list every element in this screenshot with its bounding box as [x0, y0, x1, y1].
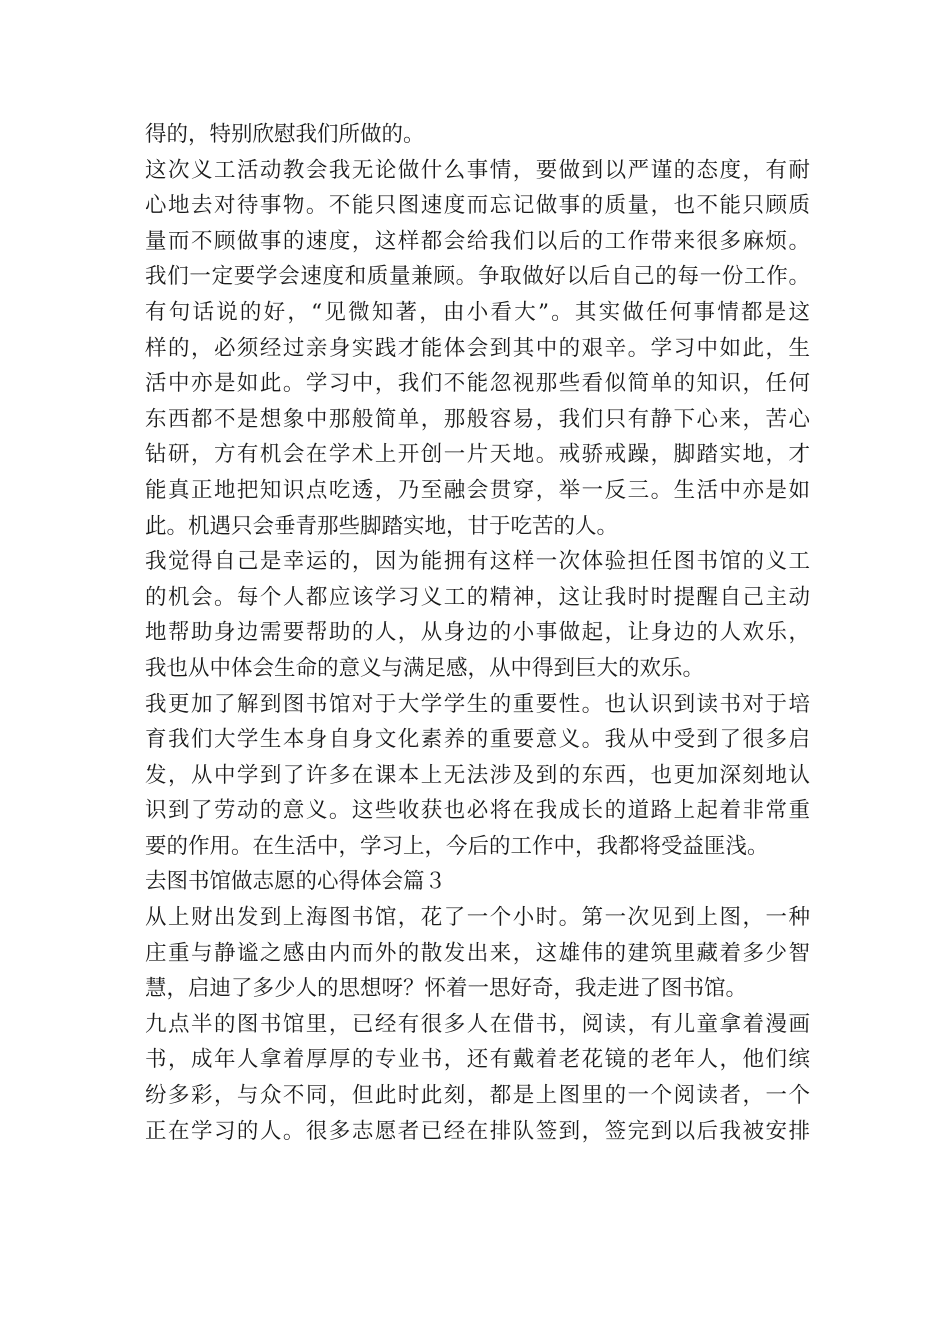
text-line: 东西都不是想象中那般简单，那般容易，我们只有静下心来，苦心 [145, 406, 810, 432]
text-line: 能真正地把知识点吃透，乃至融会贯穿，举一反三。生活中亦是如 [145, 477, 810, 503]
text-line: 慧，启迪了多少人的思想呀？怀着一思好奇，我走进了图书馆。 [145, 976, 748, 1002]
text-line: 活中亦是如此。学习中，我们不能忽视那些看似简单的知识，任何 [145, 371, 810, 397]
text-line: 这次义工活动教会我无论做什么事情，要做到以严谨的态度，有耐 [145, 157, 810, 183]
text-line: 我们一定要学会速度和质量兼顾。争取做好以后自己的每一份工作。 [145, 264, 810, 290]
text-line: 正在学习的人。很多志愿者已经在排队签到，签完到以后我被安排 [145, 1118, 810, 1144]
text-line: 发，从中学到了许多在课本上无法涉及到的东西，也更加深刻地认 [145, 762, 810, 788]
text-line: 庄重与静谧之感由内而外的散发出来，这雄伟的建筑里藏着多少智 [145, 940, 810, 966]
text-line: 要的作用。在生活中，学习上，今后的工作中，我都将受益匪浅。 [145, 833, 769, 859]
text-line: 的机会。每个人都应该学习义工的精神，这让我时时提醒自己主动 [145, 584, 810, 610]
text-line: 育我们大学生本身自身文化素养的重要意义。我从中受到了很多启 [145, 727, 810, 753]
text-line: 九点半的图书馆里，已经有很多人在借书，阅读，有儿童拿着漫画 [145, 1011, 810, 1037]
text-line: 我也从中体会生命的意义与满足感，从中得到巨大的欢乐。 [145, 655, 705, 681]
text-line: 量而不顾做事的速度，这样都会给我们以后的工作带来很多麻烦。 [145, 228, 810, 254]
text-line: 心地去对待事物。不能只图速度而忘记做事的质量，也不能只顾质 [145, 193, 810, 219]
text-line: 识到了劳动的意义。这些收获也必将在我成长的道路上起着非常重 [145, 798, 810, 824]
text-line: 我觉得自己是幸运的，因为能拥有这样一次体验担任图书馆的义工 [145, 549, 810, 575]
section-heading: 去图书馆做志愿的心得体会篇３ [145, 869, 447, 895]
text-line: 此。机遇只会垂青那些脚踏实地，甘于吃苦的人。 [145, 513, 619, 539]
text-line: 钻研，方有机会在学术上开创一片天地。戒骄戒躁，脚踏实地，才 [145, 442, 810, 468]
text-line: 样的，必须经过亲身实践才能体会到其中的艰辛。学习中如此，生 [145, 335, 810, 361]
document-body [145, 117, 810, 1149]
text-line: 纷多彩，与众不同，但此时此刻，都是上图里的一个阅读者，一个 [145, 1083, 810, 1109]
text-line: 从上财出发到上海图书馆，花了一个小时。第一次见到上图，一种 [145, 905, 810, 931]
text-line: 地帮助身边需要帮助的人，从身边的小事做起，让身边的人欢乐， [145, 620, 810, 646]
text-line: 我更加了解到图书馆对于大学学生的重要性。也认识到读书对于培 [145, 691, 810, 717]
text-line: 得的，特别欣慰我们所做的。 [145, 122, 425, 147]
text-line: 有句话说的好，“见微知著，由小看大”。其实做任何事情都是这 [145, 299, 810, 325]
text-line: 书，成年人拿着厚厚的专业书，还有戴着老花镜的老年人，他们缤 [145, 1047, 810, 1073]
